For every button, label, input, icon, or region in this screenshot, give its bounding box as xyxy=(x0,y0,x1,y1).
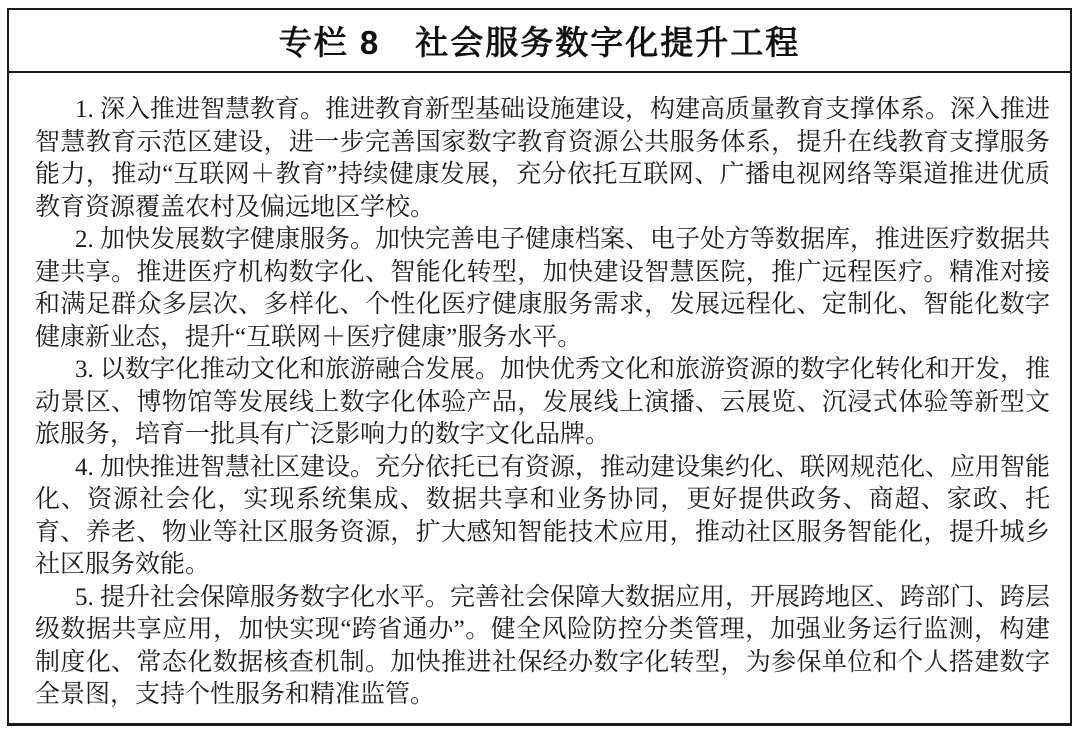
paragraph-smart-education: 1. 深入推进智慧教育。推进教育新型基础设施建设，构建高质量教育支撑体系。深入推进智慧教育示范区建设，进一步完善国家数字教育资源公共服务体系，提升在线教育支撑服务能力，推动“互联网＋教育”持续健康发展，充分依托互联网、广播电视网络等渠道推进优质教育资源覆盖农村及偏远地区学校。 xyxy=(35,96,1051,221)
panel-body xyxy=(9,73,1070,712)
paragraph-smart-community: 4. 加快推进智慧社区建设。充分依托已有资源，推动建设集约化、联网规范化、应用智能化、资源社会化，实现系统集成、数据共享和业务协同，更好提供政务、商超、家政、托育、养老、物业等社区服务资源，扩大感知智能技术应用，推动社区服务智能化，提升城乡社区服务效能。 xyxy=(35,453,1051,578)
paragraph-social-security: 5. 提升社会保障服务数字化水平。完善社会保障大数据应用，开展跨地区、跨部门、跨层级数据共享应用，加快实现“跨省通办”。健全风险防控分类管理，加强业务运行监测，构建制度化、常态化数据核查机制。加快推进社保经办数字化转型，为参保单位和个人搭建数字全景图，支持个性服务和精准监管。 xyxy=(35,583,1051,708)
policy-column-panel xyxy=(7,8,1072,726)
panel-title: 专栏 8 社会服务数字化提升工程 xyxy=(9,10,1070,73)
paragraph-digital-health: 2. 加快发展数字健康服务。加快完善电子健康档案、电子处方等数据库，推进医疗数据共建共享。推进医疗机构数字化、智能化转型，加快建设智慧医院，推广远程医疗。精准对接和满足群众多层次、多样化、个性化医疗健康服务需求，发展远程化、定制化、智能化数字健康新业态，提升“互联网＋医疗健康”服务水平。 xyxy=(35,226,1051,351)
paragraph-culture-tourism: 3. 以数字化推动文化和旅游融合发展。加快优秀文化和旅游资源的数字化转化和开发，推动景区、博物馆等发展线上数字化体验产品，发展线上演播、云展览、沉浸式体验等新型文旅服务，培育一批具有广泛影响力的数字文化品牌。 xyxy=(35,356,1051,448)
